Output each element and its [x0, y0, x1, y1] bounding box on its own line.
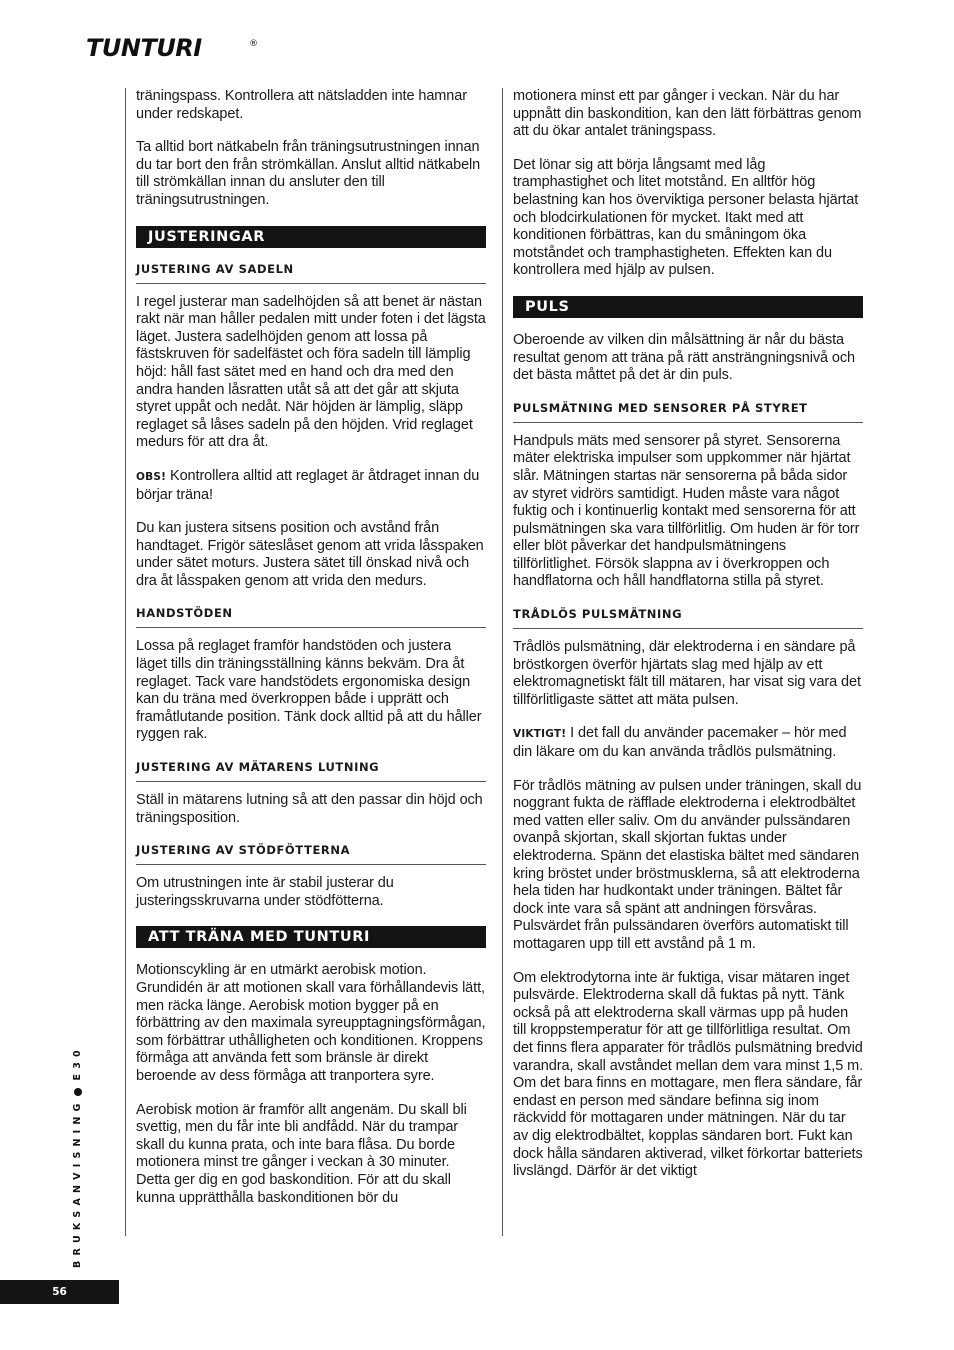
- tunturi-logo: [86, 34, 266, 64]
- side-label: [72, 1045, 83, 1268]
- paragraph: Du kan justera sitsens position och avstånd från handtaget. Frigör säteslåset genom att vrida låsspaken under sätet moturs. Justera sätet till önskad nivå och dra åt låsspaken genom att vrida den medurs.: [136, 520, 484, 589]
- paragraph: Om utrustningen inte är stabil justerar du justeringsskruvarna under stödfötterna.: [136, 875, 394, 909]
- column-divider-middle: [502, 88, 503, 1236]
- paragraph: Handpuls mäts med sensorer på styret. Sensorerna mäter elektriska impulser som uppkommer när hjärtat slår. Mätningen startas när sensorerna på båda sidor av styret vidrörs samtidigt. Huden måste vara något fuktig och i kontinuerlig kontakt med sensorerna för att pulsmätningen ska vara tillförlitlig. Om huden är för torr eller blöt påverkar det handpulsmätningens tillförlitlighet. Försök slappna av i överkroppen och handflatorna och håll handflatorna stilla på styret.: [513, 432, 860, 590]
- paragraph: Lossa på reglaget framför handstöden och justera läget tills din träningsställning känns bekväm. Dra åt reglaget. Tack vare handstödets ergonomiska design kan du träna med överkroppen både i upprätt och framåtlutande position. Tänk dock alltid på att du håller ryggen rak.: [136, 638, 482, 743]
- section-heading-justeringar: JUSTERINGAR: [136, 226, 486, 248]
- page-number: 56: [0, 1280, 119, 1304]
- obs-text: Kontrollera alltid att reglaget är åtdraget innan du börjar träna!: [136, 467, 480, 503]
- paragraph: träningspass. Kontrollera att nätsladden inte hamnar under redskapet.: [136, 88, 467, 122]
- side-label-right: E30: [72, 1045, 83, 1081]
- registered-mark: ®: [249, 39, 258, 49]
- bullet-dot-icon: [74, 1088, 82, 1096]
- side-label-left: BRUKSANVISNING: [72, 1098, 83, 1268]
- right-column: [513, 88, 863, 1197]
- subheading-sadeln: JUSTERING AV SADELN: [136, 262, 486, 284]
- paragraph: Motionscykling är en utmärkt aerobisk motion. Grundidén är att motionen skall vara förhållandevis lätt, men räcka länge. Aerobisk motion bygger på en förbättring av den maximala syreupptagningsförmågan, som förbättrar uthålligheten och konditionen. Kroppens förmåga att använda fett som bränsle är direkt beroende av dess förmåga att tranportera syre.: [136, 962, 486, 1084]
- subheading-handstoden: HANDSTÖDEN: [136, 606, 486, 628]
- paragraph: Oberoende av vilken din målsättning är når du bästa resultat genom att träna på rätt ansträngningsnivå och det bästa måttet på det är din puls.: [513, 331, 856, 384]
- paragraph: Ställ in mätarens lutning så att den passar din höjd och träningsposition.: [136, 792, 483, 826]
- paragraph: Trådlös pulsmätning, där elektroderna i en sändare på bröstkorgen överför hjärtats slag med hjälp av ett elektromagnetiskt fält till mätaren, har visat sig vara det tillförlitligaste sättet att mäta pulsen.: [513, 639, 861, 708]
- viktigt-text: I det fall du använder pacemaker – hör med din läkare om du kan använda trådlös pulsmätning.: [513, 725, 847, 761]
- left-column: [136, 88, 486, 1223]
- paragraph: I regel justerar man sadelhöjden så att benet är nästan rakt när man håller pedalen mitt under foten i det lägsta läget. Justera sadelhöjden genom att lossa på fästskruven för sadelfästet och föra sadeln till lämplig höjd: håll fast sätet med en hand och dra med den andra handen låsratten utåt så att det går att skjuta styret uppåt och nedåt. När höjden är lämplig, släpp reglaget så låses sadeln på den höjden. Vrid reglaget medurs för att dra åt.: [136, 293, 486, 451]
- subheading-tradlos: TRÅDLÖS PULSMÄTNING: [513, 607, 863, 629]
- subheading-sensorer: PULSMÄTNING MED SENSORER PÅ STYRET: [513, 401, 863, 423]
- subheading-matarens-lutning: JUSTERING AV MÄTARENS LUTNING: [136, 760, 486, 782]
- obs-tag: OBS!: [136, 470, 167, 483]
- paragraph: motionera minst ett par gånger i veckan. När du har uppnått din baskondition, kan den lätt förbättras genom att du ökar antalet träningspass.: [513, 88, 862, 140]
- paragraph: Det lönar sig att börja långsamt med låg tramphastighet och litet motstånd. En alltför hög belastning kan hos överviktiga personer belasta hjärtat och blodcirkulationen för mycket. Itakt med att konditionen förbättras, kan du småningom öka motståndet och tramphastigheten. Effekten kan du kontrollera med hjälp av pulsen.: [513, 156, 859, 279]
- subheading-stodfotterna: JUSTERING AV STÖDFÖTTERNA: [136, 843, 486, 865]
- paragraph: För trådlös mätning av pulsen under träningen, skall du noggrant fukta de räfflade elektroderna i elektrodbältet med vatten eller saliv. Om du använder pulssändaren ovanpå skjortan, skall skjortan fuktas under elektroderna. Spänn det elastiska bältet med sändaren kring bröstet under bröstmusklerna, så att elektroderna hela tiden har hudkontakt under träningen. Bältet får dock inte vara så spänt att andningen försvåras. Pulsvärdet från pulssändaren överförs automatiskt till mottagaren upp till ett avstånd på 1 m.: [513, 777, 862, 952]
- column-divider-left: [125, 88, 126, 1236]
- paragraph: Aerobisk motion är framför allt angenäm. Du skall bli svettig, men du får inte bli andfådd. När du trampar skall du kunna prata, och inte bara flåsa. Du borde motionera minst tre gånger i veckan à 30 minuter. Detta ger dig en god baskondition. För att du skall kunna upprätthålla baskonditionen bör du: [136, 1101, 467, 1206]
- section-heading-trana: ATT TRÄNA MED TUNTURI: [136, 926, 486, 948]
- note-viktigt: [513, 725, 863, 761]
- section-heading-puls: PULS: [513, 296, 863, 318]
- logo-text: TUNTURI: [86, 34, 202, 62]
- logo-wordmark: [86, 34, 266, 64]
- note-obs: [136, 468, 486, 504]
- paragraph: Om elektrodytorna inte är fuktiga, visar mätaren inget pulsvärde. Elektroderna skall då fuktas på nytt. Tänk också på att elektroderna skall värmas upp på huden till kroppstemperatur för att ge tillförlitliga resultat. Om det finns flera apparater för trådlös pulsmätning bredvid varandra, skall avståndet mellan dem vara minst 1,5 m. Om det bara finns en mottagare, men flera sändare, får endast en person med sändare befinna sig inom räckvidd för mottagaren under mätningen. När du tar av dig elektrodbältet, kopplas sändaren bort. Fukt kan dock hålla sändaren aktiverad, vilket förkortar batteriets livslängd. Därför är det viktigt: [513, 969, 864, 1180]
- viktigt-tag: VIKTIGT!: [513, 728, 567, 741]
- paragraph: Ta alltid bort nätkabeln från träningsutrustningen innan du tar bort den från strömkällan. Anslut alltid nätkabeln till strömkällan innan du ansluter den till träningsutrustningen.: [136, 139, 481, 208]
